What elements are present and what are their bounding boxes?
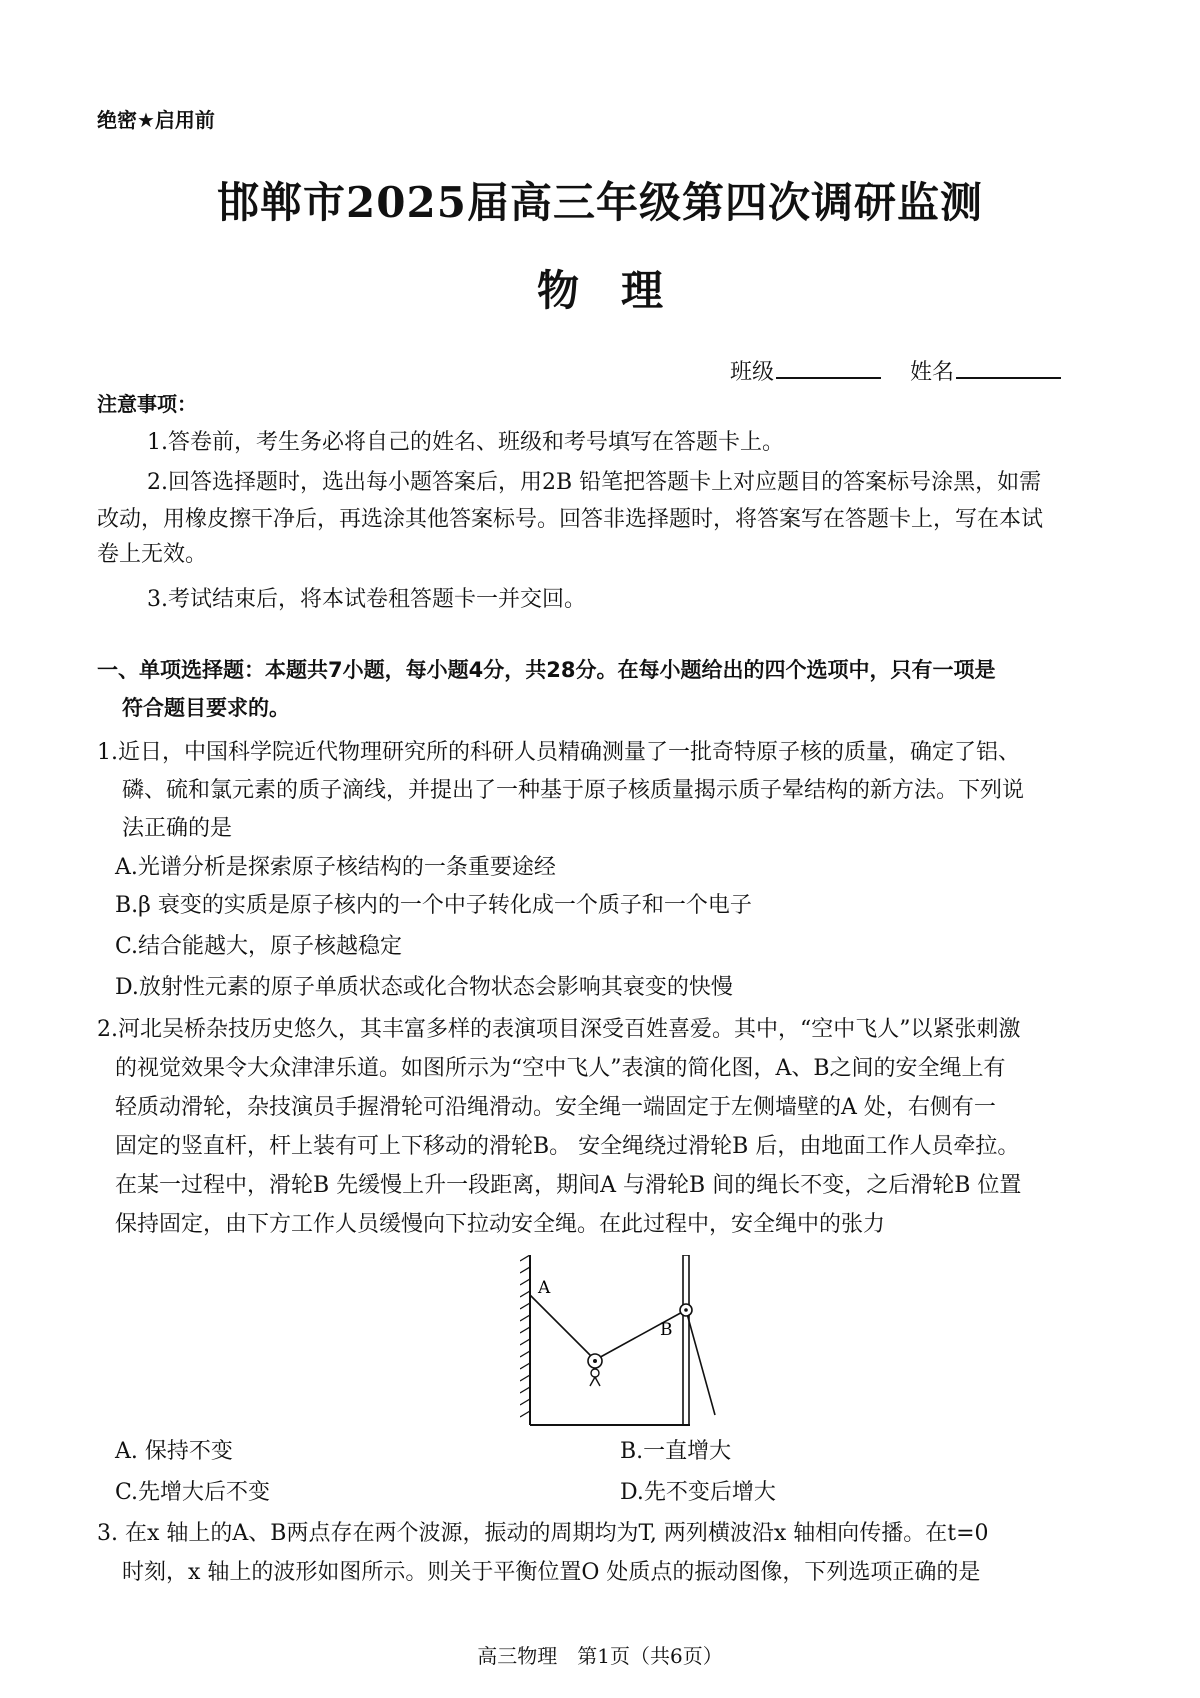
section-1-heading-line-1: 一、单项选择题：本题共7小题，每小题4分，共28分。在每小题给出的四个选项中，只有一项是 xyxy=(97,658,996,682)
exam-title: 邯郸市2025届高三年级第四次调研监测 xyxy=(217,178,983,227)
notice-item-2-line-3: 卷上无效。 xyxy=(97,542,208,567)
q2-option-a: A. 保持不变 xyxy=(115,1439,233,1464)
q1-option-b: B.β 衰变的实质是原子核内的一个中子转化成一个质子和一个电子 xyxy=(115,893,752,918)
q3-stem-line-2: 时刻，x 轴上的波形如图所示。则关于平衡位置O 处质点的振动图像，下列选项正确的是 xyxy=(122,1560,981,1585)
vertical-pole xyxy=(683,1255,689,1425)
q1-option-a: A.光谱分析是探索原子核结构的一条重要途经 xyxy=(115,855,556,880)
class-field[interactable] xyxy=(730,355,881,386)
q2-stem-line-4: 固定的竖直杆，杆上装有可上下移动的滑轮B。 安全绳绕过滑轮B 后，由地面工作人员牵拉。 xyxy=(115,1134,1020,1159)
q2-stem-line-2: 的视觉效果令大众津津乐道。如图所示为“空中飞人”表演的简化图，A、B之间的安全绳上有 xyxy=(115,1056,1006,1081)
section-1-heading-line-2: 符合题目要求的。 xyxy=(122,696,290,720)
fig-label-a: A xyxy=(538,1278,551,1298)
class-label: 班级 xyxy=(730,360,775,385)
name-label: 姓名 xyxy=(910,360,955,385)
q2-option-d: D.先不变后增大 xyxy=(620,1480,776,1505)
q2-stem-line-1: 2.河北吴桥杂技历史悠久，其丰富多样的表演项目深受百姓喜爱。其中，“空中飞人”以紧张刺激 xyxy=(97,1017,1021,1042)
page-footer: 高三物理 第1页（共6页） xyxy=(477,1644,723,1668)
q1-stem-line-2: 磷、硫和氯元素的质子滴线，并提出了一种基于原子核质量揭示质子晕结构的新方法。下列说 xyxy=(122,778,1025,803)
q2-option-c: C.先增大后不变 xyxy=(115,1480,271,1505)
rope-to-ground xyxy=(686,1310,715,1415)
aerial-performer-figure xyxy=(520,1255,735,1435)
q1-option-d: D.放射性元素的原子单质状态或化合物状态会影响其衰变的快慢 xyxy=(115,975,733,1000)
q1-option-c: C.结合能越大，原子核越稳定 xyxy=(115,934,403,959)
class-blank[interactable] xyxy=(776,357,881,379)
fig-label-b: B xyxy=(660,1320,673,1340)
notice-item-2-line-1: 2.回答选择题时，选出每小题答案后，用2B 铅笔把答题卡上对应题目的答案标号涂黑，如需 xyxy=(147,470,1042,495)
notice-item-1: 1.答卷前，考生务必将自己的姓名、班级和考号填写在答题卡上。 xyxy=(147,430,784,455)
notice-item-2-line-2: 改动，用橡皮擦干净后，再选涂其他答案标号。回答非选择题时，将答案写在答题卡上，写在本试 xyxy=(97,507,1044,532)
q2-stem-line-6: 保持固定，由下方工作人员缓慢向下拉动安全绳。在此过程中，安全绳中的张力 xyxy=(115,1212,886,1237)
secrecy-label: 绝密★启用前 xyxy=(97,108,215,132)
notice-heading: 注意事项： xyxy=(97,392,197,416)
notice-item-3: 3.考试结束后，将本试卷租答题卡一并交回。 xyxy=(147,587,586,612)
q1-stem-line-3: 法正确的是 xyxy=(122,816,233,841)
subject-title: 物 理 xyxy=(536,266,663,315)
q1-stem-line-1: 1.近日，中国科学院近代物理研究所的科研人员精确测量了一批奇特原子核的质量，确定了铝、 xyxy=(97,740,1020,765)
performer-icon xyxy=(591,1369,599,1377)
name-blank[interactable] xyxy=(956,357,1061,379)
q2-option-b: B.一直增大 xyxy=(620,1439,732,1464)
q3-stem-line-1: 3. 在x 轴上的A、B两点存在两个波源，振动的周期均为T, 两列横波沿x 轴相向传播。在t=0 xyxy=(97,1521,989,1546)
q2-stem-line-5: 在某一过程中，滑轮B 先缓慢上升一段距离，期间A 与滑轮B 间的绳长不变，之后滑轮B 位置 xyxy=(115,1173,1022,1198)
q2-stem-line-3: 轻质动滑轮，杂技演员手握滑轮可沿绳滑动。安全绳一端固定于左侧墙壁的A 处，右侧有一 xyxy=(115,1095,996,1120)
rope-segment-a xyxy=(530,1295,595,1360)
name-field[interactable] xyxy=(910,355,1061,386)
